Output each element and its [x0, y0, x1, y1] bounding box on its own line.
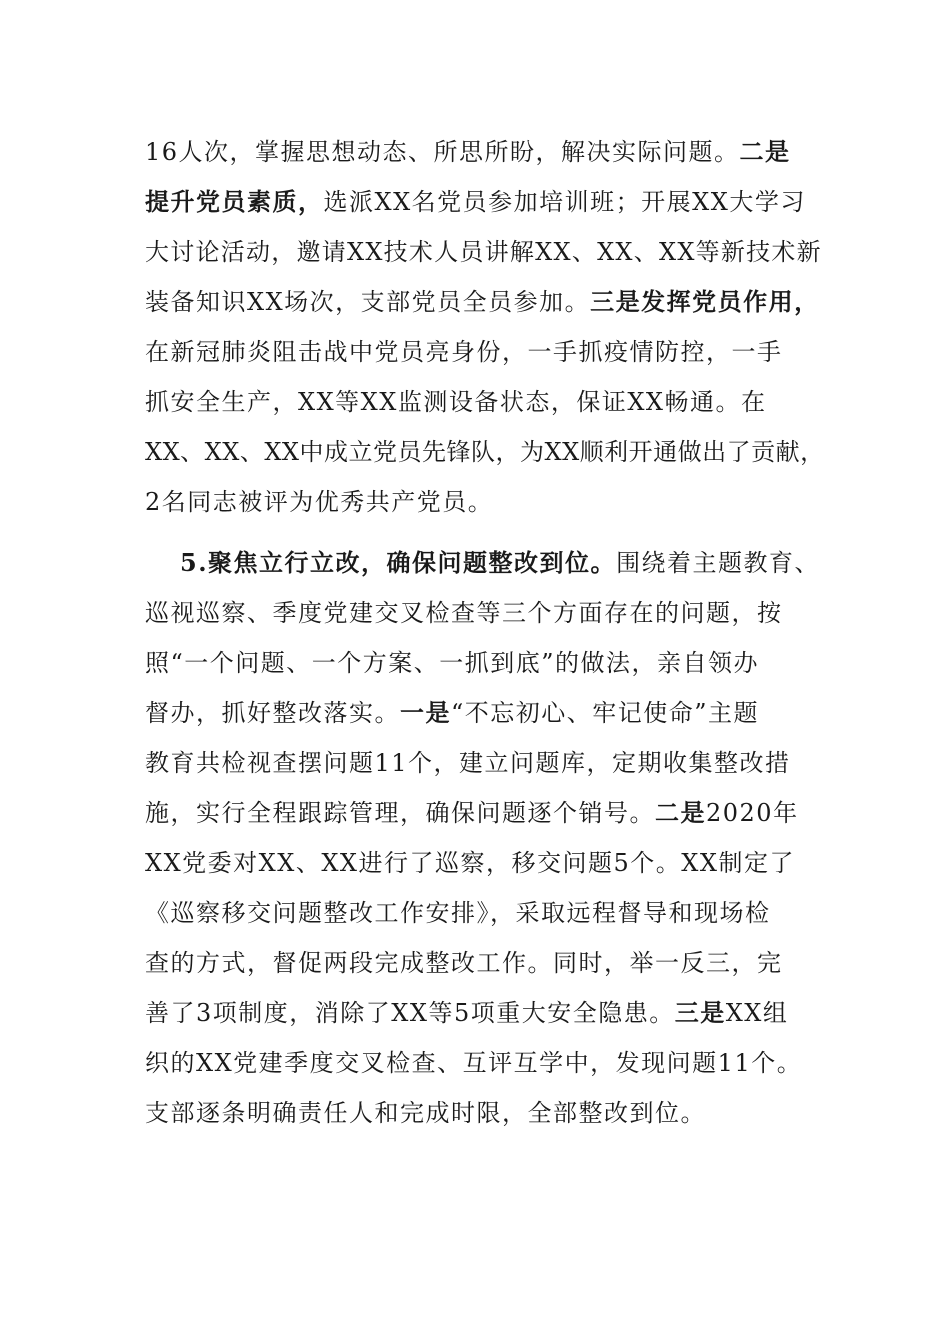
bold-text-run: 二是	[655, 798, 706, 827]
text-line	[145, 1043, 825, 1083]
text-line	[145, 943, 825, 983]
text-line	[145, 893, 825, 933]
text-run: “不忘初心、牢记使命”主题	[451, 699, 760, 727]
text-line	[145, 132, 825, 172]
text-run: 大讨论活动，邀请XX技术人员讲解XX、XX、XX等新技术新	[145, 238, 822, 266]
text-line	[145, 743, 825, 783]
text-line	[145, 1093, 825, 1133]
text-run: XX、XX、XX中成立党员先锋队，为XX顺利开通做出了贡献，	[145, 438, 825, 466]
bold-text-run: 提升党员素质，	[145, 187, 324, 216]
text-run: XX组	[725, 999, 789, 1027]
text-run: 2020年	[706, 799, 799, 827]
text-run: 督办，抓好整改落实。	[145, 699, 400, 727]
bold-text-run: 三是发挥党员作用，	[590, 287, 820, 316]
text-run: 支部逐条明确责任人和完成时限，全部整改到位。	[145, 1099, 706, 1127]
text-line	[145, 332, 825, 372]
text-line	[145, 182, 825, 222]
text-run: 织的XX党建季度交叉检查、互评互学中，发现问题11个。	[145, 1049, 803, 1077]
text-run: 抓安全生产，XX等XX监测设备状态，保证XX畅通。在	[145, 388, 767, 416]
text-line	[145, 382, 825, 422]
text-run: 围绕着主题教育、	[616, 549, 821, 577]
text-run: 装备知识XX场次，支部党员全员参加。	[145, 288, 591, 316]
text-line	[145, 793, 825, 833]
text-run: 施，实行全程跟踪管理，确保问题逐个销号。	[145, 799, 655, 827]
text-run: 教育共检视查摆问题11个，建立问题库，定期收集整改措	[145, 749, 791, 777]
text-run: 在新冠肺炎阻击战中党员亮身份，一手抓疫情防控，一手	[145, 338, 783, 366]
text-line	[145, 643, 825, 683]
bold-text-run: 二是	[739, 137, 791, 166]
section-heading: 5.聚焦立行立改，确保问题整改到位。	[180, 548, 617, 577]
text-run: 《巡察移交问题整改工作安排》，采取远程督导和现场检	[145, 899, 771, 927]
text-run: 巡视巡察、季度党建交叉检查等三个方面存在的问题，按	[145, 599, 783, 627]
text-run: 选派XX名党员参加培训班；开展XX大学习	[323, 188, 806, 216]
text-line	[145, 232, 825, 272]
text-line	[180, 543, 830, 583]
text-line	[145, 282, 825, 322]
text-line	[145, 843, 825, 883]
text-run: 16人次，掌握思想动态、所思所盼，解决实际问题。	[145, 138, 740, 166]
text-line	[145, 693, 825, 733]
text-line	[145, 482, 825, 522]
text-run: 照“一个问题、一个方案、一抓到底”的做法，亲自领办	[145, 649, 760, 677]
bold-text-run: 三是	[674, 998, 726, 1027]
text-line	[145, 432, 825, 472]
text-run: 查的方式，督促两段完成整改工作。同时，举一反三，完	[145, 949, 783, 977]
text-run: 善了3项制度，消除了XX等5项重大安全隐患。	[145, 999, 675, 1027]
text-line	[145, 993, 825, 1033]
text-run: XX党委对XX、XX进行了巡察，移交问题5个。XX制定了	[145, 849, 795, 877]
text-run: 2名同志被评为优秀共产党员。	[145, 488, 494, 516]
bold-text-run: 一是	[400, 698, 451, 727]
text-line	[145, 593, 825, 633]
